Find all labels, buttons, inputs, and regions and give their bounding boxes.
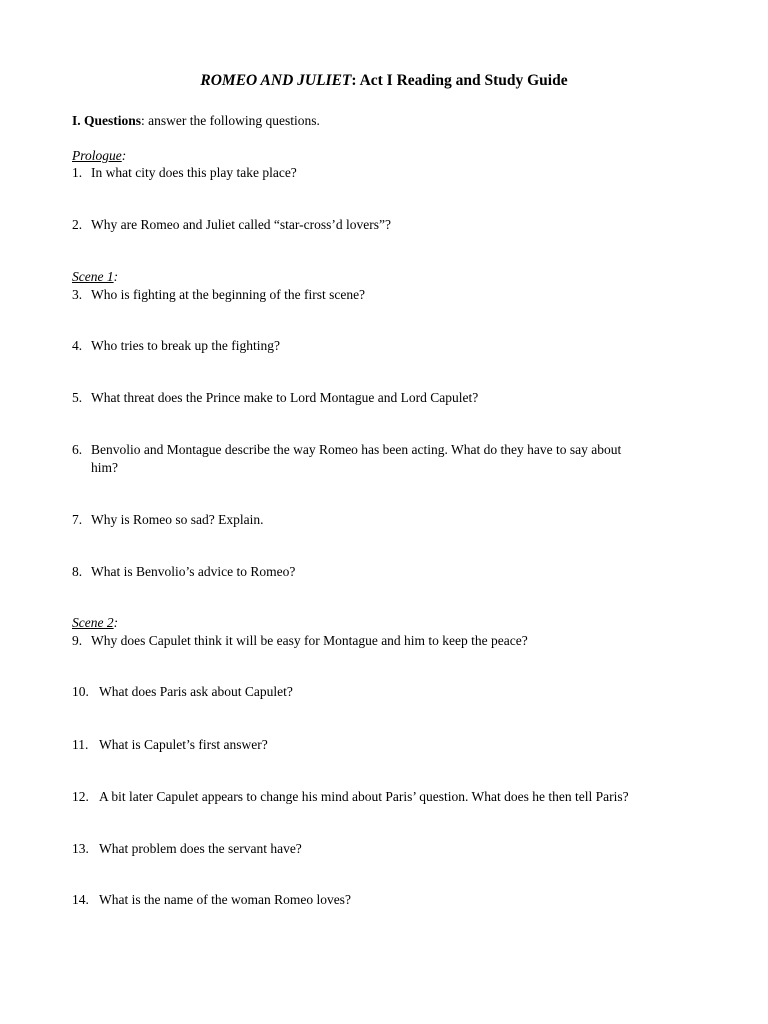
scene-heading-scene-2 <box>72 614 118 631</box>
question-text: Who is fighting at the beginning of the first scene? <box>91 287 366 302</box>
section-label: I. Questions <box>72 113 142 128</box>
question-number: 2. <box>72 217 83 232</box>
question-number: 8. <box>72 564 83 579</box>
question-text: What problem does the servant have? <box>99 841 302 856</box>
question-number: 1. <box>72 165 83 180</box>
question-number: 14. <box>72 892 89 907</box>
title-subtitle: : Act I Reading and Study Guide <box>351 72 568 89</box>
question-number: 9. <box>72 633 83 648</box>
page-title <box>0 72 768 90</box>
section-heading <box>72 112 320 129</box>
scene-heading-label: Scene 2 <box>72 615 114 630</box>
scene-heading-colon: : <box>113 615 119 630</box>
scene-heading-label: Prologue <box>72 148 122 163</box>
question-continuation: him? <box>91 460 118 475</box>
question-item <box>72 389 478 406</box>
question-item <box>72 736 268 753</box>
question-item <box>72 511 263 528</box>
scene-heading-label: Scene 1 <box>72 269 114 284</box>
question-text: What threat does the Prince make to Lord Montague and Lord Capulet? <box>91 390 479 405</box>
title-play-name: ROMEO AND JULIET <box>200 72 352 89</box>
question-number: 6. <box>72 442 83 457</box>
question-text: Who tries to break up the fighting? <box>91 338 280 353</box>
question-number: 4. <box>72 338 83 353</box>
question-item <box>72 286 365 303</box>
scene-heading-prologue <box>72 147 126 164</box>
question-number: 7. <box>72 512 83 527</box>
question-number: 13. <box>72 841 89 856</box>
question-text: A bit later Capulet appears to change his mind about Paris’ question. What does he then tell Paris? <box>99 789 629 804</box>
section-instruction: : answer the following questions. <box>141 113 320 128</box>
question-number: 3. <box>72 287 83 302</box>
question-item <box>72 683 293 700</box>
question-item <box>72 441 621 458</box>
question-number: 12. <box>72 789 89 804</box>
question-number: 11. <box>72 737 89 752</box>
scene-heading-colon: : <box>113 269 119 284</box>
question-text: What is Capulet’s first answer? <box>99 737 268 752</box>
question-number: 10. <box>72 684 89 699</box>
question-text: Benvolio and Montague describe the way Romeo has been acting. What do they have to say about <box>91 442 622 457</box>
question-item <box>72 563 295 580</box>
question-text: What is the name of the woman Romeo loves? <box>99 892 351 907</box>
question-item <box>72 891 351 908</box>
scene-heading-scene-1 <box>72 268 118 285</box>
question-item <box>72 788 629 805</box>
question-item <box>72 337 280 354</box>
question-text: Why are Romeo and Juliet called “star-cross’d lovers”? <box>91 217 391 232</box>
question-number: 5. <box>72 390 83 405</box>
scene-heading-colon: : <box>121 148 127 163</box>
question-item <box>72 216 391 233</box>
question-text: In what city does this play take place? <box>91 165 297 180</box>
question-text: Why does Capulet think it will be easy for Montague and him to keep the peace? <box>91 633 528 648</box>
question-item <box>72 632 528 649</box>
question-text: What is Benvolio’s advice to Romeo? <box>91 564 296 579</box>
question-item <box>72 164 297 181</box>
question-text: Why is Romeo so sad? Explain. <box>91 512 264 527</box>
question-text: What does Paris ask about Capulet? <box>99 684 293 699</box>
question-item <box>72 840 302 857</box>
